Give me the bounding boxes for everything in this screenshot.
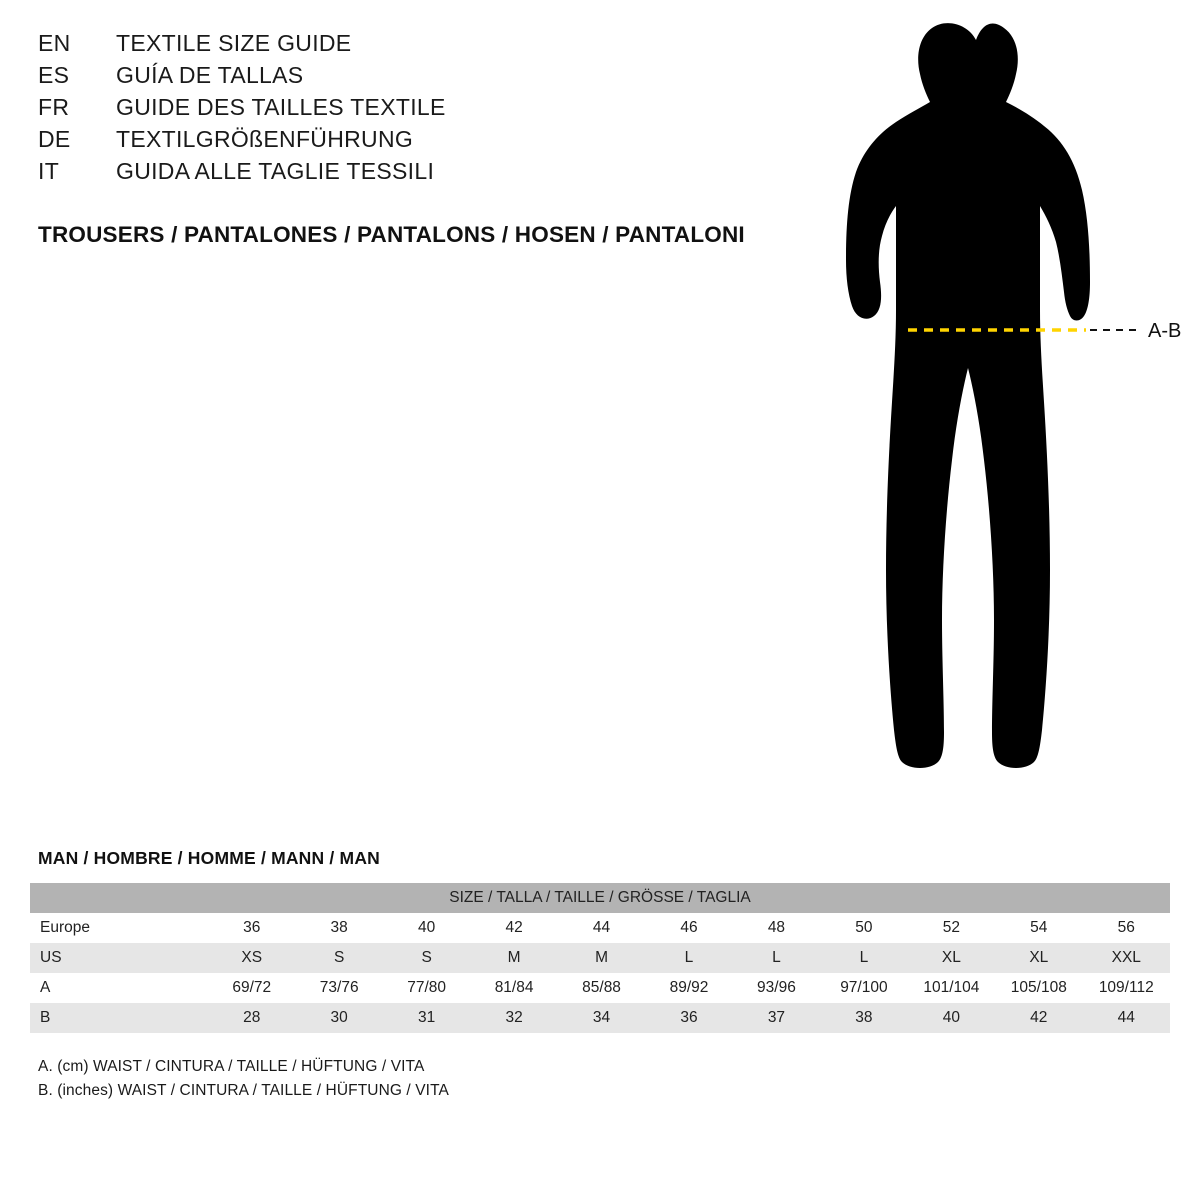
- table-row: [30, 913, 1170, 943]
- cell-b-4: 34: [558, 1003, 645, 1033]
- table-row: [30, 943, 1170, 973]
- row-label-us: US: [30, 943, 208, 973]
- language-code-en: EN: [38, 30, 71, 56]
- cell-b-7: 38: [820, 1003, 907, 1033]
- language-text-de: TEXTILGRÖßENFÜHRUNG: [116, 126, 414, 152]
- cell-us-6: L: [733, 943, 820, 973]
- language-code-es: ES: [38, 62, 70, 88]
- language-code-fr: FR: [38, 94, 70, 120]
- cell-europe-3: 42: [470, 913, 557, 943]
- language-text-fr: GUIDE DES TAILLES TEXTILE: [116, 94, 446, 120]
- cell-us-10: XXL: [1083, 943, 1170, 973]
- language-code-it: IT: [38, 158, 60, 184]
- footnotes: [38, 1055, 1170, 1103]
- cell-europe-8: 52: [908, 913, 995, 943]
- waist-measure-label: A-B: [1148, 320, 1182, 342]
- language-text-es: GUÍA DE TALLAS: [116, 62, 304, 88]
- cell-a-1: 73/76: [295, 973, 382, 1003]
- cell-europe-0: 36: [208, 913, 295, 943]
- cell-a-5: 89/92: [645, 973, 732, 1003]
- cell-us-7: L: [820, 943, 907, 973]
- cell-a-8: 101/104: [908, 973, 995, 1003]
- footnote-b: B. (inches) WAIST / CINTURA / TAILLE / HÜFTUNG / VITA: [38, 1082, 449, 1100]
- cell-us-5: L: [645, 943, 732, 973]
- size-table: [30, 883, 1170, 1033]
- cell-b-8: 40: [908, 1003, 995, 1033]
- cell-us-2: S: [383, 943, 470, 973]
- cell-us-9: XL: [995, 943, 1082, 973]
- cell-a-7: 97/100: [820, 973, 907, 1003]
- figure-illustration: [790, 10, 1190, 810]
- cell-us-0: XS: [208, 943, 295, 973]
- language-text-en: TEXTILE SIZE GUIDE: [116, 30, 352, 56]
- footnote-a: A. (cm) WAIST / CINTURA / TAILLE / HÜFTUNG / VITA: [38, 1058, 425, 1075]
- table-row: [30, 1003, 1170, 1033]
- cell-a-3: 81/84: [470, 973, 557, 1003]
- cell-b-3: 32: [470, 1003, 557, 1033]
- language-row-fr: [38, 94, 798, 126]
- language-text-it: GUIDA ALLE TAGLIE TESSILI: [116, 158, 435, 184]
- cell-b-5: 36: [645, 1003, 732, 1033]
- cell-europe-10: 56: [1083, 913, 1170, 943]
- cell-a-10: 109/112: [1083, 973, 1170, 1003]
- cell-europe-6: 48: [733, 913, 820, 943]
- cell-b-6: 37: [733, 1003, 820, 1033]
- language-code-de: DE: [38, 126, 71, 152]
- language-row-en: [38, 30, 798, 62]
- cell-b-10: 44: [1083, 1003, 1170, 1033]
- cell-europe-1: 38: [295, 913, 382, 943]
- cell-europe-2: 40: [383, 913, 470, 943]
- row-label-b: B: [30, 1003, 208, 1033]
- cell-us-8: XL: [908, 943, 995, 973]
- cell-a-6: 93/96: [733, 973, 820, 1003]
- cell-us-3: M: [470, 943, 557, 973]
- row-label-a: A: [30, 973, 208, 1003]
- cell-a-4: 85/88: [558, 973, 645, 1003]
- cell-b-9: 42: [995, 1003, 1082, 1033]
- size-header-cell: SIZE / TALLA / TAILLE / GRÖSSE / TAGLIA: [30, 883, 1170, 913]
- cell-us-1: S: [295, 943, 382, 973]
- cell-us-4: M: [558, 943, 645, 973]
- cell-a-9: 105/108: [995, 973, 1082, 1003]
- language-row-es: [38, 62, 798, 94]
- row-label-europe: Europe: [30, 913, 208, 943]
- cell-a-2: 77/80: [383, 973, 470, 1003]
- size-table-section: [30, 848, 1170, 1103]
- cell-b-2: 31: [383, 1003, 470, 1033]
- table-row: [30, 973, 1170, 1003]
- language-row-de: [38, 126, 798, 158]
- cell-b-0: 28: [208, 1003, 295, 1033]
- garment-type-title: TROUSERS / PANTALONES / PANTALONS / HOSEN / PANTALONI: [38, 222, 745, 247]
- cell-a-0: 69/72: [208, 973, 295, 1003]
- language-row-it: [38, 158, 798, 190]
- cell-europe-4: 44: [558, 913, 645, 943]
- table-header-row: [30, 883, 1170, 913]
- hand-detail: [1080, 318, 1090, 370]
- cell-europe-7: 50: [820, 913, 907, 943]
- cell-europe-5: 46: [645, 913, 732, 943]
- man-silhouette-icon: [846, 23, 1090, 768]
- language-header-list: [38, 30, 798, 190]
- cell-europe-9: 54: [995, 913, 1082, 943]
- cell-b-1: 30: [295, 1003, 382, 1033]
- gender-label: MAN / HOMBRE / HOMME / MANN / MAN: [38, 848, 380, 868]
